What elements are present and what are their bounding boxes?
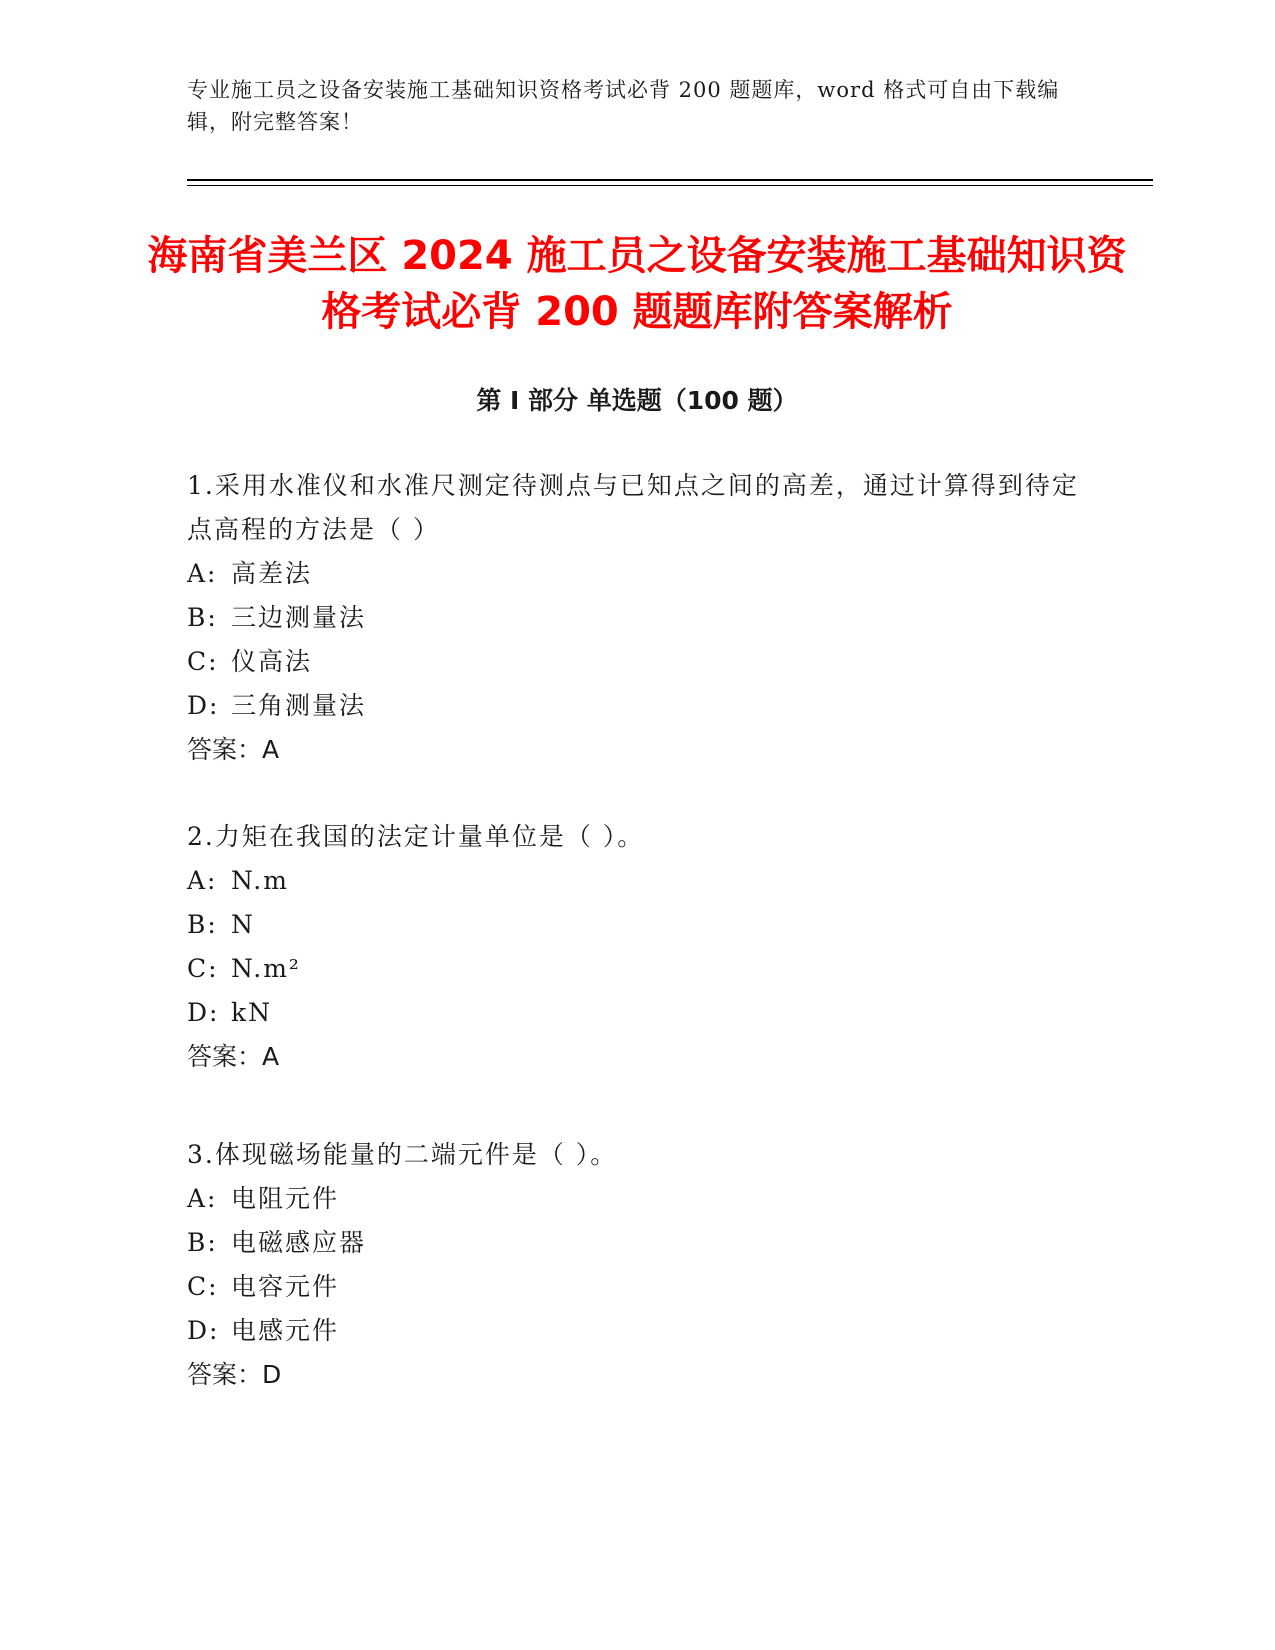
option-letter: A: [187,1184,218,1213]
option-c [187,947,1087,991]
option-text: 三角测量法 [231,691,367,720]
option-text: N [231,910,255,939]
section-title: 第 I 部分 单选题（100 题） [476,386,798,415]
option-a [187,1177,1087,1221]
option-text: 高差法 [231,559,313,588]
option-c [187,1265,1087,1309]
option-letter: D: [187,691,220,720]
option-d [187,1309,1087,1353]
option-letter: B: [187,910,218,939]
option-letter: C: [187,647,219,676]
option-d [187,684,1087,728]
option-text: N.m² [231,954,301,983]
header-divider-thin [187,185,1153,186]
option-a [187,859,1087,903]
option-letter: D: [187,998,220,1027]
option-b [187,596,1087,640]
question-block [187,464,1087,772]
option-letter: B: [187,603,218,632]
question-block [187,1133,1087,1397]
question-block [187,815,1087,1079]
answer-line: 答案：A [187,1042,280,1071]
option-letter: A: [187,559,218,588]
option-letter: D: [187,1316,220,1345]
option-letter: A: [187,866,218,895]
question-stem: 3.体现磁场能量的二端元件是（ ）。 [187,1140,618,1169]
option-text: kN [231,998,273,1027]
option-c [187,640,1087,684]
question-stem: 1.采用水准仪和水准尺测定待测点与已知点之间的高差，通过计算得到待定点高程的方法是（ ） [187,471,1079,544]
option-text: 仪高法 [231,647,313,676]
document-title: 海南省美兰区 2024 施工员之设备安装施工基础知识资格考试必背 200 题题库附答案解析 [147,233,1127,335]
option-b [187,903,1087,947]
option-letter: C: [187,954,219,983]
option-letter: B: [187,1228,218,1257]
option-b [187,1221,1087,1265]
option-text: N.m [231,866,289,895]
option-text: 电容元件 [231,1272,340,1301]
option-a [187,552,1087,596]
option-text: 电阻元件 [231,1184,340,1213]
option-text: 电磁感应器 [231,1228,367,1257]
answer-line: 答案：D [187,1360,282,1389]
answer-line: 答案：A [187,735,280,764]
question-stem: 2.力矩在我国的法定计量单位是（ ）。 [187,822,645,851]
header-note: 专业施工员之设备安装施工基础知识资格考试必背 200 题题库，word 格式可自由下载编辑，附完整答案！ [187,78,1060,134]
option-d [187,991,1087,1035]
option-text: 三边测量法 [231,603,367,632]
option-letter: C: [187,1272,219,1301]
header-divider-thick [187,179,1153,181]
option-text: 电感元件 [231,1316,340,1345]
